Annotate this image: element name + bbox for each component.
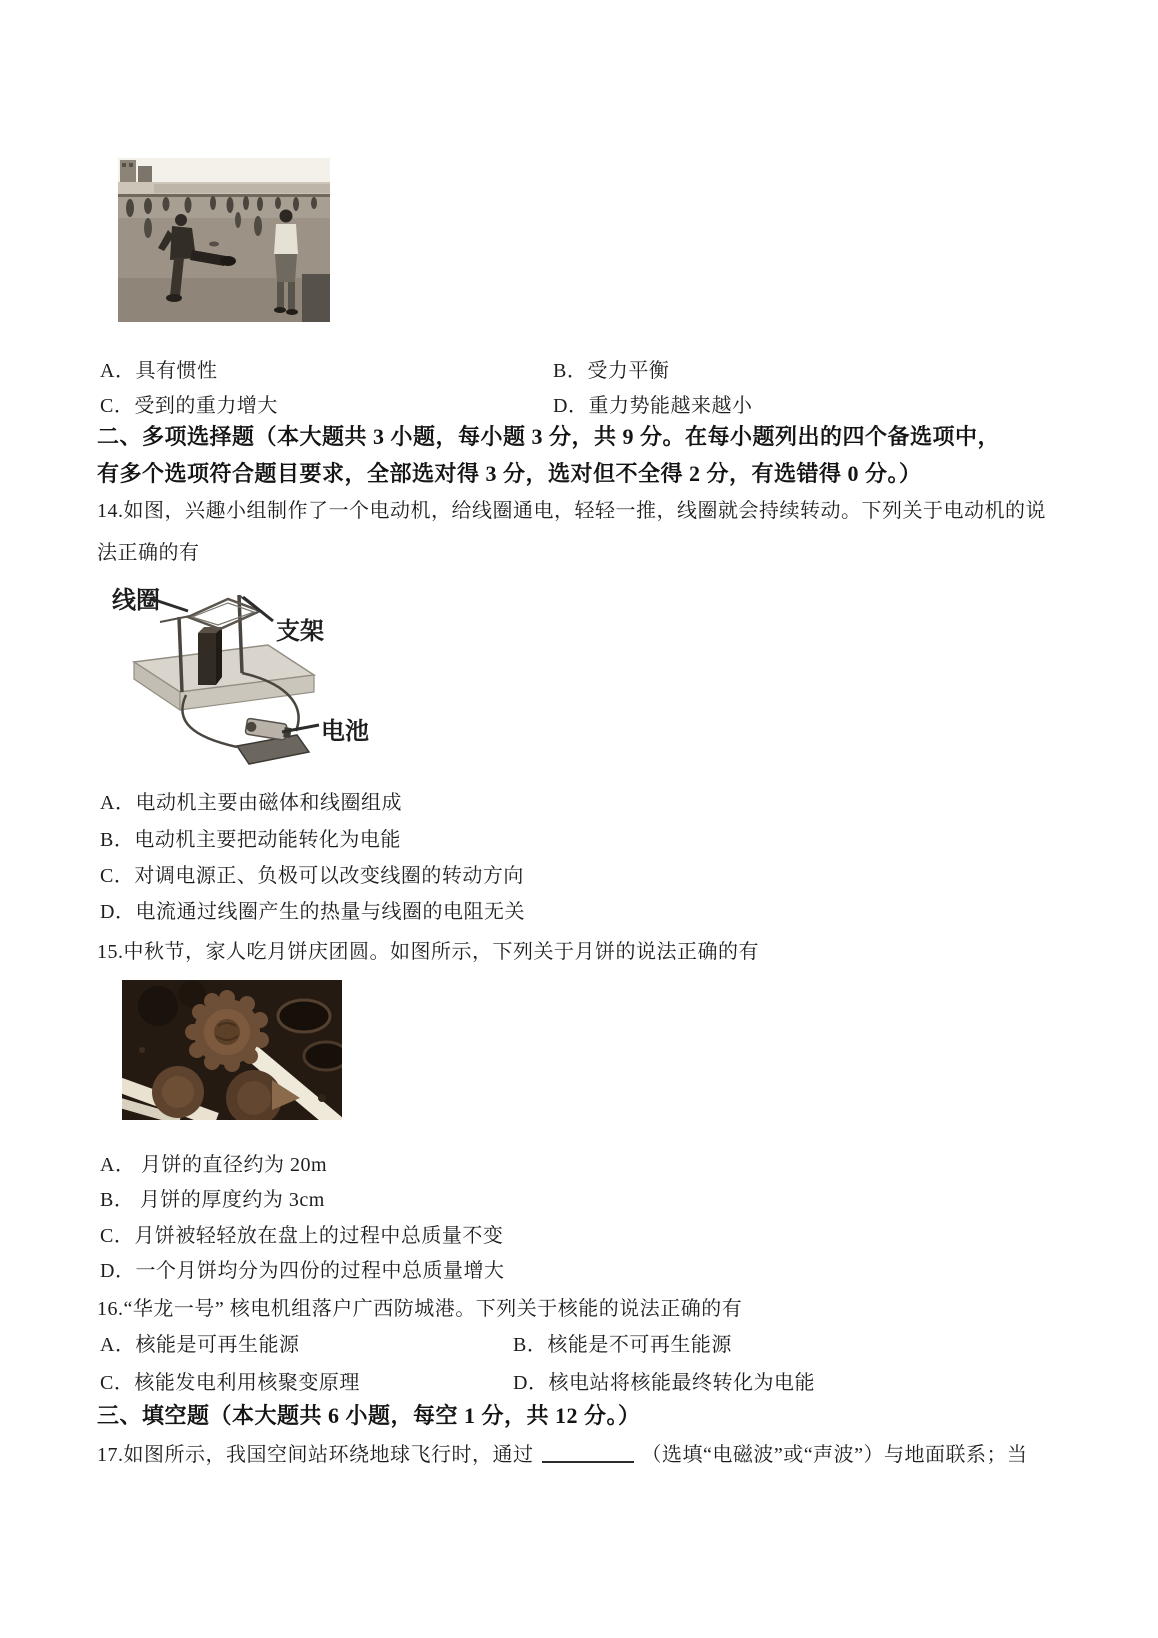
- q15-option-b: B． 月饼的厚度约为 3cm: [100, 1189, 325, 1211]
- q14-option-c: C．对调电源正、负极可以改变线圈的转动方向: [100, 865, 524, 887]
- q14-stem-line1: 14.如图，兴趣小组制作了一个电动机，给线圈通电，轻轻一推，线圈就会持续转动。下列关于电动机的说: [97, 500, 1046, 522]
- q15-option-c: C．月饼被轻轻放在盘上的过程中总质量不变: [100, 1225, 504, 1247]
- q17-fill-blank: [542, 1441, 634, 1463]
- q16-option-c: C．核能发电利用核聚变原理: [100, 1372, 360, 1394]
- q15-option-d: D．一个月饼均分为四份的过程中总质量增大: [100, 1260, 505, 1282]
- section-multi-heading-line1: 二、多项选择题（本大题共 3 小题，每小题 3 分，共 9 分。在每小题列出的四个备选项中，: [97, 424, 1001, 449]
- tin: [278, 1000, 330, 1032]
- q14-stem-line2: 法正确的有: [97, 542, 200, 564]
- q14-option-a: A．电动机主要由磁体和线圈组成: [100, 792, 402, 814]
- coil-label: 线圈: [112, 588, 160, 614]
- q13-playground-photo: [118, 158, 330, 322]
- q14-motor-diagram: [100, 565, 372, 775]
- section-fill-heading: 三、填空题（本大题共 6 小题，每空 1 分，共 12 分。）: [97, 1403, 641, 1428]
- battery-label: 电池: [321, 719, 369, 745]
- q16-option-d: D．核电站将核能最终转化为电能: [513, 1372, 815, 1394]
- q15-mooncake-photo: [122, 980, 342, 1120]
- q13-option-b: B．受力平衡: [553, 360, 670, 382]
- q16-option-a: A．核能是可再生能源: [100, 1334, 300, 1356]
- battery-holder: [237, 735, 309, 764]
- q16-stem: 16.“华龙一号” 核电机组落户广西防城港。下列关于核能的说法正确的有: [97, 1298, 743, 1320]
- q17-prefix: 17.如图所示，我国空间站环绕地球飞行时，通过: [97, 1444, 534, 1466]
- q17-suffix: （选填“电磁波”或“声波”）与地面联系；当: [641, 1444, 1028, 1466]
- equipment-box: [302, 274, 330, 322]
- q13-option-d: D．重力势能越来越小: [553, 395, 753, 417]
- battery: [245, 718, 292, 741]
- q13-option-a: A．具有惯性: [100, 360, 218, 382]
- q14-option-d: D．电流通过线圈产生的热量与线圈的电阻无关: [100, 901, 525, 923]
- section-multi-heading-line2: 有多个选项符合题目要求，全部选对得 3 分，选对但不全得 2 分，有选错得 0 分。）: [97, 461, 922, 486]
- q14-option-b: B．电动机主要把动能转化为电能: [100, 829, 401, 851]
- tin: [304, 1042, 342, 1070]
- q15-option-a: A． 月饼的直径约为 20m: [100, 1154, 327, 1176]
- q13-option-c: C．受到的重力增大: [100, 395, 278, 417]
- magnet: [198, 633, 216, 685]
- q17-stem: [97, 1441, 1028, 1468]
- q15-stem: 15.中秋节，家人吃月饼庆团圆。如图所示，下列关于月饼的说法正确的有: [97, 941, 759, 963]
- bracket-label: 支架: [276, 619, 324, 645]
- q16-option-b: B．核能是不可再生能源: [513, 1334, 732, 1356]
